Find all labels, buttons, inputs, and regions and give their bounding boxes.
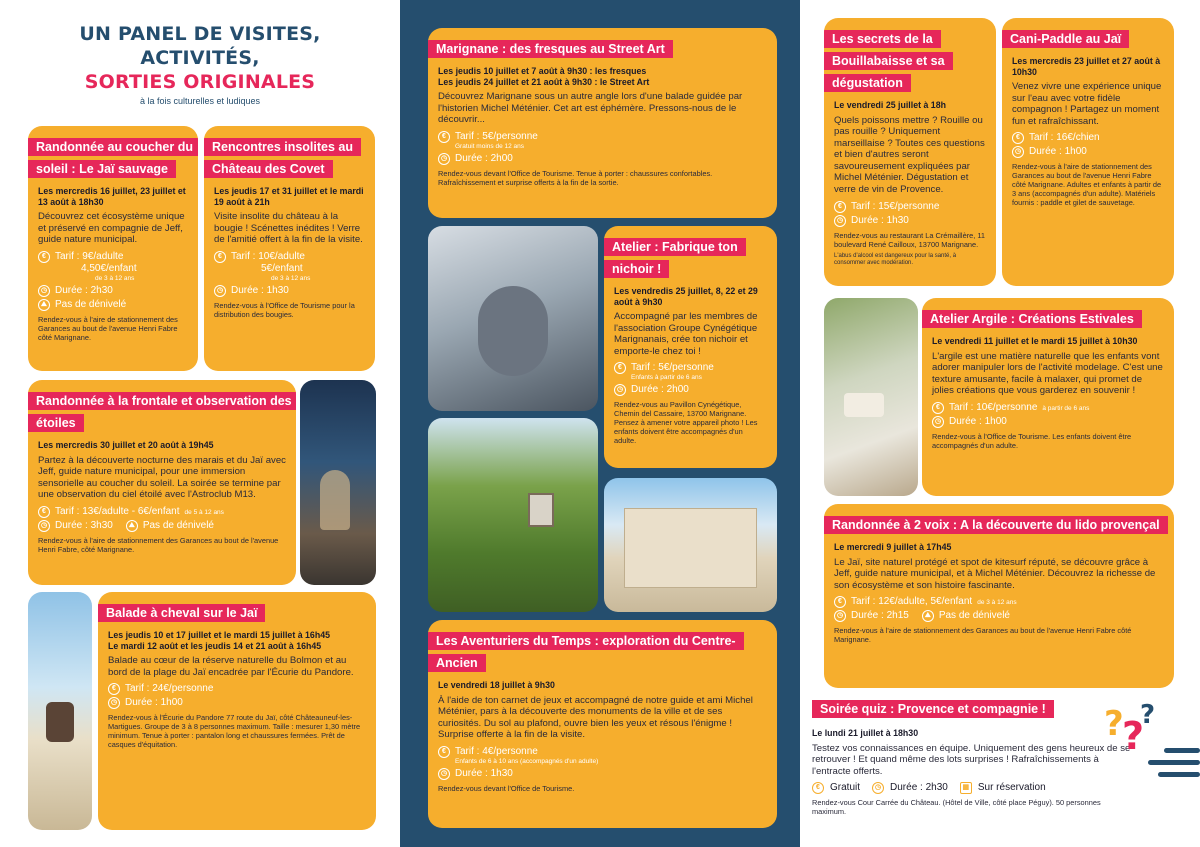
photo-street-art-mural	[428, 226, 598, 411]
card-street-art	[428, 28, 777, 218]
card-title: Balade à cheval sur le Jaï	[98, 604, 265, 622]
card-note: Rendez-vous à l'Office de Tourisme pour la distribution des bougies.	[214, 300, 355, 319]
tarif: Tarif : 4€/personne	[455, 745, 538, 757]
tarif-note: Enfants de 6 à 10 ans (accompagnés d'un adulte)	[455, 757, 599, 765]
card-title: Randonnée à la frontale et observation des étoiles	[28, 392, 296, 432]
card-nichoir	[604, 226, 777, 468]
card-dates: Les mercredis 30 juillet et 20 août à 19h45	[38, 440, 214, 450]
duration: Durée : 1h30	[851, 214, 909, 226]
card-dates: Le vendredi 25 juillet à 18h	[834, 100, 946, 110]
header-line-2: ACTIVITÉS,	[140, 47, 260, 69]
card-description: L'argile est une matière naturelle que les enfants vont adorer manipuler lors de l'activité modelage. C'est une texture amusante, facile à malaxer, qui promet de jolies créations que vous garderez en souvenir !	[932, 350, 1163, 397]
photo-mural-face	[478, 286, 548, 376]
euro-icon: €	[38, 251, 50, 263]
duration: Durée : 1h00	[949, 415, 1007, 427]
card-dates-1: Les jeudis 10 juillet et 7 août à 9h30 : les fresques	[438, 66, 647, 76]
clock-icon: ◷	[438, 153, 450, 165]
card-cani-paddle	[1002, 18, 1174, 286]
clock-icon: ◷	[38, 285, 50, 297]
card-note: Rendez-vous à l'aire de stationnement des Garances au bout de l'avenue Henri Fabre côté Marignane.	[834, 626, 1132, 645]
photo-figure	[320, 470, 350, 530]
duration: Durée : 1h30	[231, 284, 289, 296]
clock-icon: ◷	[872, 782, 884, 794]
card-description: Venez vivre une expérience unique sur l'eau avec votre fidèle compagnon ! Partagez un moment fun et rafraîchissant.	[1012, 81, 1162, 127]
clock-icon: ◷	[214, 285, 226, 297]
euro-icon: €	[812, 782, 824, 794]
card-description: Accompagné par les membres de l'association Groupe Cynégétique Marignanais, crée ton nichoir et emporte-le chez toi !	[614, 311, 758, 357]
euro-icon: €	[438, 746, 450, 758]
card-description: Balade au cœur de la réserve naturelle du Bolmon et au bord de la plage du Jaï encadrée par l'Écurie du Pandore.	[108, 655, 354, 678]
tarif-note: de 5 à 12 ans	[184, 508, 224, 516]
question-marks-icon: ? ? ?	[1104, 700, 1156, 758]
clock-icon: ◷	[1012, 146, 1024, 158]
card-dates: Les vendredis 25 juillet, 8, 22 et 29 août à 9h30	[614, 286, 758, 307]
card-title: Cani-Paddle au Jaï	[1002, 30, 1129, 48]
euro-icon: €	[834, 201, 846, 213]
card-note: Rendez-vous à l'aire de stationnement des Garances au bout de l'avenue Henri Fabre côté Marignane.	[38, 314, 178, 342]
quiz-dates: Le lundi 21 juillet à 18h30	[812, 728, 919, 738]
card-title: Rencontres insolites au Château des Covet	[204, 138, 361, 178]
mountain-icon: ⛰	[38, 299, 50, 311]
quiz-description: Testez vos connaissances en équipe. Uniquement des gens heureux de se retrouver ! Et quand même des lots surprises ! Rafraîchissements à l'entracte offerts.	[812, 742, 1131, 777]
quiz-title: Soirée quiz : Provence et compagnie !	[812, 700, 1054, 718]
card-dates-2: Les jeudis 24 juillet et 21 août à 9h30 : le Street Art	[438, 76, 650, 87]
card-dates: Les mercredis 23 juillet et 27 août à 10h30	[1012, 56, 1161, 77]
card-title: Atelier : Fabrique ton nichoir !	[604, 238, 746, 278]
euro-icon: €	[214, 251, 226, 263]
photo-birdhouse	[428, 418, 598, 612]
elevation: Pas de dénivelé	[55, 298, 127, 310]
quiz-note: Rendez-vous Cour Carrée du Château. (Hôtel de Ville, côté place Péguy). 50 personnes maximum.	[812, 798, 1101, 817]
photo-night-group	[300, 380, 376, 585]
card-note: Rendez-vous à l'aire de stationnement des Garances au bout de l'avenue Henri Fabre côté Marignane. Adultes et enfants à partir de 3 ans (accompagnés d'un adulte). Matériels fournis : paddle et gilet de sauvetage.	[1012, 162, 1162, 208]
card-note: Rendez-vous au restaurant La Crémaillère, 11 boulevard René Cailloux, 13700 Marignane.	[834, 230, 986, 249]
tarif: Tarif : 5€/personne	[631, 362, 714, 374]
card-title: Marignane : des fresques au Street Art	[428, 40, 673, 58]
card-title: Les Aventuriers du Temps : exploration du Centre-Ancien	[428, 632, 744, 672]
tarif: Tarif : 24€/personne	[125, 683, 214, 695]
header-subtitle: à la fois culturelles et ludiques	[139, 96, 261, 106]
clock-icon: ◷	[38, 520, 50, 532]
photo-horses-beach	[28, 592, 92, 830]
card-cheval	[98, 592, 376, 830]
card-note: Rendez-vous au Pavillon Cynégétique, Chemin del Cassaire, 13700 Marignane. Pensez à amener votre appareil photo ! Les enfants doivent être accompagnés d'un adulte.	[614, 400, 758, 446]
euro-icon: €	[614, 362, 626, 374]
quiz-price: Gratuit	[830, 782, 861, 794]
tarif-child: 5€/enfant	[261, 262, 303, 274]
tarif-note: Gratuit moins de 12 ans	[455, 142, 525, 150]
card-dates: Les jeudis 17 et 31 juillet et le mardi 19 août à 21h	[214, 186, 364, 207]
elevation: Pas de dénivelé	[938, 610, 1010, 622]
duration: Durée : 3h30	[55, 519, 113, 531]
tarif-note: à partir de 6 ans	[1042, 404, 1090, 412]
tarif: Tarif : 5€/personne	[455, 130, 538, 142]
tarif: Tarif : 16€/chien	[1029, 132, 1100, 144]
euro-icon: €	[834, 596, 846, 608]
card-dates: Le mercredi 9 juillet à 17h45	[834, 542, 952, 552]
euro-icon: €	[38, 506, 50, 518]
photo-birdhouse-box	[528, 493, 554, 527]
tarif: Tarif : 12€/adulte, 5€/enfant	[851, 596, 973, 608]
photo-horse	[46, 702, 74, 742]
card-title: Randonnée à 2 voix : A la découverte du lido provençal	[824, 516, 1168, 534]
tarif-note: Enfants à partir de 6 ans	[631, 374, 702, 382]
tarif-note: de 3 à 12 ans	[271, 274, 311, 282]
tarif: Tarif : 10€/personne	[949, 401, 1038, 413]
card-description: Quels poissons mettre ? Rouille ou pas rouille ? Uniquement marseillaise ? Toutes ces questions et bien d'autres seront savoureusement expliquées par Michel Méténier. Dégustation et verre de vin de Provence.	[834, 114, 985, 196]
tarif-adult: Tarif : 10€/adulte	[231, 250, 305, 262]
elevation: Pas de dénivelé	[142, 519, 214, 531]
card-dates: Le vendredi 11 juillet et le mardi 15 juillet à 10h30	[932, 336, 1138, 346]
photo-town-hall	[604, 478, 777, 612]
wave-decoration	[1144, 740, 1200, 790]
duration: Durée : 1h00	[125, 697, 183, 709]
card-description: À l'aide de ton carnet de jeux et accompagné de notre guide et ami Michel Méténier, pars à la découverte des monuments de la ville et de ses curiosités. Du sol au plafond, ouvre bien les yeux et résous l'énigme ! Surprise offerte à la fin de la visite.	[438, 694, 753, 741]
euro-icon: €	[1012, 132, 1024, 144]
euro-icon: €	[932, 402, 944, 414]
clock-icon: ◷	[834, 610, 846, 622]
card-title: Les secrets de la Bouillabaisse et sa dégustation	[824, 30, 953, 92]
card-title: Randonnée au coucher du soleil : Le Jaï sauvage	[28, 138, 198, 178]
card-note: Rendez-vous à l'Office de Tourisme. Les enfants doivent être accompagnés d'un adulte.	[932, 431, 1132, 450]
mountain-icon: ⛰	[126, 520, 138, 532]
clock-icon: ◷	[108, 697, 120, 709]
card-note: Rendez-vous devant l'Office de Tourisme. Tenue à porter : chaussures confortables. Rafraîchissement et surprise offerts à la fin de la sortie.	[438, 168, 713, 187]
duration: Durée : 1h30	[455, 767, 513, 779]
tarif: Tarif : 13€/adulte - 6€/enfant	[55, 505, 180, 517]
header-line-1: UN PANEL DE VISITES,	[79, 23, 321, 45]
card-aventuriers-temps	[428, 620, 777, 828]
duration: Durée : 2h00	[631, 384, 689, 396]
quiz-duration: Durée : 2h30	[890, 782, 948, 794]
card-chateau-covet	[204, 126, 375, 371]
euro-icon: €	[108, 683, 120, 695]
quiz-reservation: Sur réservation	[977, 782, 1046, 794]
header-line-3: SORTIES ORIGINALES	[84, 71, 316, 93]
card-dates-1: Les jeudis 10 et 17 juillet et le mardi 15 juillet à 16h45	[108, 630, 330, 640]
duration: Durée : 1h00	[1029, 146, 1087, 158]
duration: Durée : 2h15	[851, 610, 909, 622]
tarif-adult: Tarif : 9€/adulte	[55, 250, 124, 262]
card-atelier-argile	[922, 298, 1174, 496]
clock-icon: ◷	[932, 416, 944, 428]
card-description: Visite insolite du château à la bougie ! Scénettes inédites ! Verre de l'amitié offert à la fin de la visite.	[214, 211, 363, 246]
tarif-note: de 3 à 12 ans	[95, 274, 135, 282]
page-header	[60, 22, 340, 106]
section-soiree-quiz	[812, 698, 1134, 838]
duration: Durée : 2h00	[455, 152, 513, 164]
card-description: Partez à la découverte nocturne des marais et du Jaï avec Jeff, guide nature municipal, pour une immersion sensorielle au coucher du soleil. La soirée se termine par une observation du ciel étoilé avec l'Astroclub M13.	[38, 454, 286, 501]
card-etoiles	[28, 380, 296, 585]
card-note: Rendez-vous devant l'Office de Tourisme.	[438, 783, 575, 793]
photo-clay-workshop	[824, 298, 918, 496]
card-description: Découvrez Marignane sous un autre angle lors d'une balade guidée par l'historien Michel Méténier. Cet art est éphémère. Pressons-nous de le découvrir...	[438, 91, 743, 126]
photo-clay-piece	[844, 393, 884, 417]
card-note-alcohol: L'abus d'alcool est dangereux pour la santé, à consommer avec modération.	[834, 252, 957, 266]
calendar-icon: ▦	[960, 782, 972, 794]
photo-building	[624, 508, 757, 588]
card-dates-2: Le mardi 12 août et les jeudis 14 et 21 août à 16h45	[108, 640, 322, 651]
clock-icon: ◷	[438, 768, 450, 780]
clock-icon: ◷	[614, 384, 626, 396]
card-description: Découvrez cet écosystème unique et préservé en compagnie de Jeff, guide nature municipal.	[38, 211, 185, 246]
clock-icon: ◷	[834, 215, 846, 227]
card-jai-sauvage	[28, 126, 198, 371]
card-title: Atelier Argile : Créations Estivales	[922, 310, 1142, 328]
mountain-icon: ⛰	[922, 610, 934, 622]
card-description: Le Jaï, site naturel protégé et spot de kitesurf réputé, se découvre grâce à Jeff, guide nature municipal, et à Michel Méténier. Découvrez la richesse de son écosystème et son histoire fascinante.	[834, 556, 1156, 591]
card-dates: Les mercredis 16 juillet, 23 juillet et 13 août à 18h30	[38, 186, 186, 207]
tarif-note: de 3 à 12 ans	[977, 599, 1017, 607]
card-dates: Le vendredi 18 juillet à 9h30	[438, 680, 555, 690]
card-bouillabaisse	[824, 18, 996, 286]
tarif-child: 4,50€/enfant	[81, 262, 137, 274]
card-note: Rendez-vous à l'aire de stationnement des Garances au bout de l'avenue Henri Fabre, côté Marignane.	[38, 535, 279, 554]
card-note: Rendez-vous à l'Écurie du Pandore 77 route du Jaï, côté Châteauneuf-les-Martigues. Groupe de 3 à 8 personnes maximum. Taille : mesurer 1,30 mètre minimum. Tenue à porter : pantalon long et chaussures fermées. Prêt de casques d'équitation.	[108, 713, 361, 750]
duration: Durée : 2h30	[55, 284, 113, 296]
card-lido-provencal	[824, 504, 1174, 688]
tarif: Tarif : 15€/personne	[851, 200, 940, 212]
euro-icon: €	[438, 131, 450, 143]
